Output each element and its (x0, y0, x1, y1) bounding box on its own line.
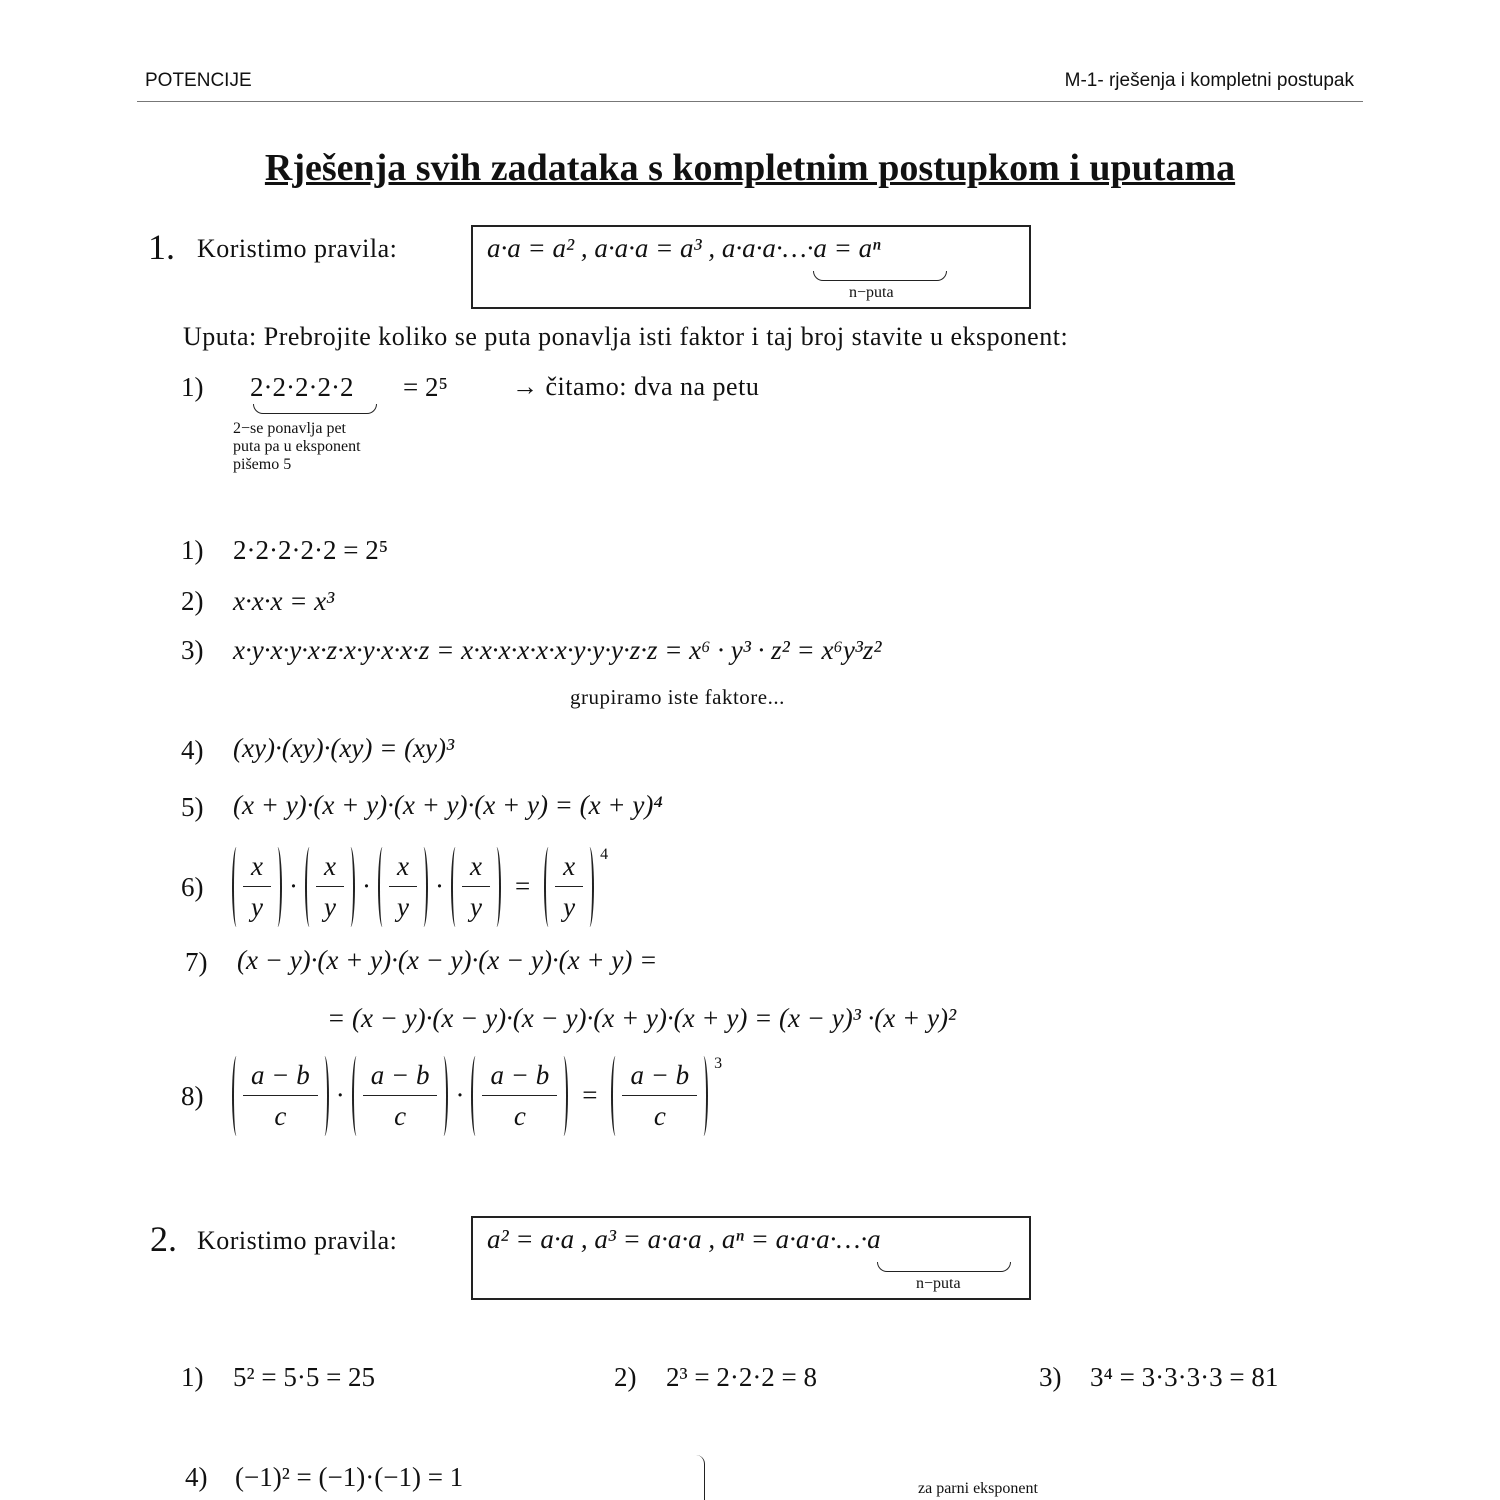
item-label: 7) (185, 947, 208, 977)
item-expression: (x − y)·(x + y)·(x − y)·(x − y)·(x + y) = (237, 945, 658, 975)
item-label: 8) (181, 1081, 204, 1111)
fraction (389, 846, 417, 927)
denominator: c (394, 1101, 407, 1131)
section-number: 1. (148, 227, 175, 267)
dot-operator: · (434, 871, 444, 901)
header-right: M-1- rješenja i kompletni postupak (1064, 70, 1354, 91)
note-line: pišemo 5 (233, 456, 292, 473)
paren-close (559, 1056, 568, 1136)
brace-label: n−puta (849, 284, 894, 301)
example-label: 1) (181, 372, 204, 402)
hint-text: Uputa: Prebrojite koliko se puta ponavlja isti faktor i taj broj stavite u eksponent: (183, 322, 1069, 351)
section-number: 2. (150, 1219, 177, 1259)
section-intro: Koristimo pravila: (197, 234, 398, 263)
dot-operator: · (361, 871, 371, 901)
dot-operator: · (335, 1080, 345, 1110)
item-label: 4) (181, 735, 204, 765)
rule-box (471, 225, 1031, 309)
numerator: x (462, 846, 490, 887)
fraction (316, 846, 344, 927)
fraction (462, 846, 490, 927)
underbrace (877, 1262, 1011, 1272)
fraction-expression (228, 1055, 722, 1141)
item-expression: = (x − y)·(x − y)·(x − y)·(x + y)·(x + y) = (x − y)³ ·(x + y)² (327, 1003, 957, 1033)
item-expression: (x + y)·(x + y)·(x + y)·(x + y) = (x + y)⁴ (233, 790, 663, 820)
item-expression: x·y·x·y·x·z·x·y·x·x·z = x·x·x·x·x·x·y·y·y·z·z = x⁶ · y³ · z² = x⁶y³z² (233, 635, 882, 665)
example-lhs: 2·2·2·2·2 (250, 372, 354, 402)
right-brace (696, 1455, 705, 1500)
item-label: 4) (185, 1462, 208, 1492)
note-line: puta pa u eksponent (233, 438, 361, 455)
item-label: 3) (181, 635, 204, 665)
fraction (482, 1055, 557, 1136)
paren-close (273, 847, 282, 927)
denominator: y (469, 892, 482, 922)
example-note (233, 420, 361, 474)
paren-close (492, 847, 501, 927)
numerator: a − b (243, 1055, 318, 1096)
rule-formula: a² = a·a , a³ = a·a·a , aⁿ = a·a·a·…·a (487, 1224, 881, 1254)
denominator: c (274, 1101, 287, 1131)
paren-close (346, 847, 355, 927)
exponent: 3 (714, 1055, 723, 1072)
paren-open (611, 1056, 620, 1136)
brace-label: n−puta (916, 1275, 961, 1292)
header-left: POTENCIJE (145, 70, 252, 91)
paren-open (352, 1056, 361, 1136)
item-expression: 5² = 5·5 = 25 (233, 1362, 376, 1392)
example-reading: → čitamo: dva na petu (512, 372, 760, 401)
item-expression: 3⁴ = 3·3·3·3 = 81 (1090, 1362, 1279, 1392)
paren-close (439, 1056, 448, 1136)
numerator: x (243, 846, 271, 887)
item-expression: 2·2·2·2·2 = 2⁵ (233, 535, 389, 565)
item-label: 3) (1039, 1362, 1062, 1392)
fraction-product (228, 846, 608, 927)
section-intro: Koristimo pravila: (197, 1226, 398, 1255)
underbrace (253, 404, 377, 414)
fraction-expression (228, 846, 608, 932)
paren-open (471, 1056, 480, 1136)
exponent: 4 (600, 846, 609, 863)
numerator: a − b (363, 1055, 438, 1096)
rule-formula: a·a = a² , a·a·a = a³ , a·a·a·…·a = aⁿ (487, 233, 881, 263)
item-label: 6) (181, 872, 204, 902)
item-label: 2) (181, 586, 204, 616)
paren-open (305, 847, 314, 927)
dot-operator: · (288, 871, 298, 901)
denominator: y (251, 892, 263, 922)
equals-sign: = (582, 1080, 598, 1110)
denominator: y (323, 892, 336, 922)
numerator: x (389, 846, 417, 887)
rule-box (471, 1216, 1031, 1300)
numerator: a − b (482, 1055, 557, 1096)
paren-open (232, 1056, 241, 1136)
fraction (363, 1055, 438, 1136)
example-rhs: = 2⁵ (403, 372, 448, 402)
paren-open (378, 847, 387, 927)
item-expression: x·x·x = x³ (233, 586, 335, 616)
paren-open (544, 847, 553, 927)
paren-close (585, 847, 594, 927)
numerator: x (555, 846, 583, 887)
paren-close (699, 1056, 708, 1136)
item-label: 2) (614, 1362, 637, 1392)
paren-open (451, 847, 460, 927)
numerator: a − b (622, 1055, 697, 1096)
fraction (555, 846, 583, 927)
denominator: c (653, 1101, 666, 1131)
fraction (243, 846, 271, 927)
fraction (243, 1055, 318, 1136)
fraction-product (228, 1055, 722, 1136)
note-line: 2−se ponavlja pet (233, 420, 346, 437)
denominator: y (396, 892, 409, 922)
item-expression: (−1)² = (−1)·(−1) = 1 (235, 1462, 464, 1492)
page-title: Rješenja svih zadataka s kompletnim postupkom i uputama (264, 147, 1236, 189)
header-divider (137, 101, 1363, 102)
denominator: y (563, 892, 576, 922)
item-label: 1) (181, 535, 204, 565)
paren-close (419, 847, 428, 927)
underbrace (813, 271, 947, 281)
equals-sign: = (514, 871, 531, 901)
numerator: x (316, 846, 344, 887)
fraction (622, 1055, 697, 1136)
paren-open (232, 847, 241, 927)
paren-close (320, 1056, 329, 1136)
denominator: c (513, 1101, 526, 1131)
item-expression: (xy)·(xy)·(xy) = (xy)³ (233, 733, 455, 763)
item-label: 5) (181, 792, 204, 822)
item-expression: 2³ = 2·2·2 = 8 (666, 1362, 818, 1392)
dot-operator: · (455, 1080, 465, 1110)
item-note: grupiramo iste faktore... (570, 685, 785, 709)
side-note: za parni eksponent (918, 1480, 1038, 1497)
item-label: 1) (181, 1362, 204, 1392)
